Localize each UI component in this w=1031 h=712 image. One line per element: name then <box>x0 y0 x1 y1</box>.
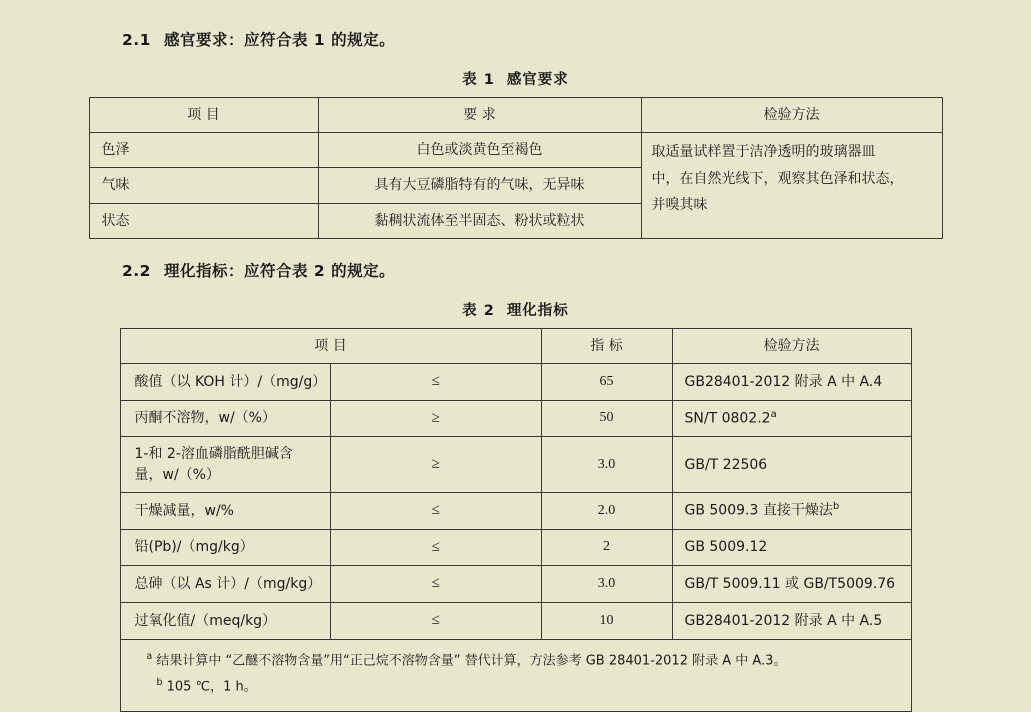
table-sensory-requirements <box>89 97 943 239</box>
table-1-caption-text: 感官要求 <box>506 71 569 88</box>
table-2-symbol-total-arsenic: ≤ <box>331 566 542 603</box>
table-2-caption <box>60 299 971 320</box>
section-heading-2-2 <box>122 261 971 283</box>
section-number: 2.1 <box>122 31 151 49</box>
table-2-name-acid-value: 酸值（以 KOH 计）/（mg/g） <box>120 363 331 400</box>
section-text: 理化指标：应符合表 2 的规定。 <box>164 261 396 280</box>
table-1-method-cell <box>641 132 942 238</box>
table-physicochemical-indicators <box>120 328 912 712</box>
table-2-name-lysophosphatidylcholine: 1-和 2-溶血磷脂酰胆碱含量，w/（%） <box>120 437 331 493</box>
table-1-item-odor: 气味 <box>89 168 318 203</box>
footnote-mark-b: b <box>156 677 163 689</box>
table-row <box>120 603 911 640</box>
table-1-item-color: 色泽 <box>89 132 318 167</box>
table-2-symbol-loss-on-drying: ≤ <box>331 492 542 529</box>
table-1-item-state: 状态 <box>89 203 318 238</box>
table-2-footnotes <box>120 639 911 711</box>
method-text: GB/T 22506 <box>684 456 768 473</box>
table-2-name-total-arsenic: 总砷（以 As 计）/（mg/kg） <box>120 566 331 603</box>
table-header-row <box>120 328 911 363</box>
table-2-value-total-arsenic: 3.0 <box>541 566 672 603</box>
table-1-requirement-color: 白色或淡黄色至褐色 <box>318 132 641 167</box>
table-2-header-index: 指 标 <box>541 328 672 363</box>
table-2-method-lead <box>672 529 911 566</box>
table-2-method-total-arsenic <box>672 566 911 603</box>
table-header-row <box>89 97 942 132</box>
table-1-caption-label: 表 1 <box>462 71 495 88</box>
table-1-header-method: 检验方法 <box>641 97 942 132</box>
footnote-mark-a: a <box>146 650 153 662</box>
table-row <box>89 132 942 167</box>
table-2-name-acetone-insoluble: 丙酮不溶物，w/（%） <box>120 400 331 437</box>
method-text: GB28401-2012 附录 A 中 A.5 <box>684 612 883 629</box>
table-2-method-lysophosphatidylcholine <box>672 437 911 493</box>
table-1-header-item: 项 目 <box>89 97 318 132</box>
footnote-a <box>147 648 901 674</box>
table-2-caption-text: 理化指标 <box>506 302 569 319</box>
table-2-value-peroxide-value: 10 <box>541 603 672 640</box>
method-line: 取适量试样置于洁净透明的玻璃器皿 <box>651 143 876 160</box>
table-2-method-peroxide-value <box>672 603 911 640</box>
table-2-value-loss-on-drying: 2.0 <box>541 492 672 529</box>
table-row <box>120 437 911 493</box>
table-2-symbol-lysophosphatidylcholine: ≥ <box>331 437 542 493</box>
table-2-value-lead: 2 <box>541 529 672 566</box>
method-text: GB 5009.12 <box>684 539 768 556</box>
footnote-a-text: 结果计算中 “乙醚不溶物含量”用“正己烷不溶物含量” 替代计算，方法参考 GB 28401-2012 附录 A 中 A.3。 <box>156 653 787 669</box>
table-1-caption <box>60 68 971 89</box>
table-row <box>120 492 911 529</box>
table-2-value-acid-value: 65 <box>541 363 672 400</box>
table-2-header-item: 项 目 <box>120 328 541 363</box>
footnote-marker-b: b <box>832 501 840 513</box>
table-2-name-loss-on-drying: 干燥减量，w/% <box>120 492 331 529</box>
table-2-symbol-acetone-insoluble: ≥ <box>331 400 542 437</box>
table-row <box>120 529 911 566</box>
table-1-requirement-odor: 具有大豆磷脂特有的气味，无异味 <box>318 168 641 203</box>
table-row <box>120 363 911 400</box>
table-2-header-method: 检验方法 <box>672 328 911 363</box>
section-heading-2-1 <box>122 30 971 52</box>
section-text: 感官要求：应符合表 1 的规定。 <box>164 31 396 49</box>
footnote-marker-a: a <box>770 409 777 420</box>
table-footnote-row <box>120 639 911 711</box>
table-2-value-acetone-insoluble: 50 <box>541 400 672 437</box>
method-text: GB28401-2012 附录 A 中 A.4 <box>684 373 883 390</box>
table-row <box>120 566 911 603</box>
table-2-symbol-peroxide-value: ≤ <box>331 603 542 640</box>
table-2-method-acid-value <box>672 363 911 400</box>
table-row <box>120 400 911 437</box>
method-line: 中，在自然光线下，观察其色泽和状态， <box>651 170 904 187</box>
table-2-symbol-acid-value: ≤ <box>331 363 542 400</box>
table-2-method-loss-on-drying <box>672 492 911 529</box>
table-2-symbol-lead: ≤ <box>331 529 542 566</box>
table-2-method-acetone-insoluble <box>672 400 911 437</box>
table-2-name-lead: 铅(Pb)/（mg/kg） <box>120 529 331 566</box>
footnote-b-text: 105 ℃，1 h。 <box>166 679 257 695</box>
table-2-value-lysophosphatidylcholine: 3.0 <box>541 437 672 493</box>
method-text: GB/T 5009.11 或 GB/T5009.76 <box>684 576 896 593</box>
table-1-header-requirement: 要 求 <box>318 97 641 132</box>
method-text: GB 5009.3 直接干燥法 <box>684 503 833 519</box>
table-1-requirement-state: 黏稠状流体至半固态、粉状或粒状 <box>318 203 641 238</box>
table-2-caption-label: 表 2 <box>462 302 495 319</box>
section-number: 2.2 <box>122 261 151 280</box>
table-2-name-peroxide-value: 过氧化值/（meq/kg） <box>120 603 331 640</box>
method-line: 并嗅其味 <box>651 197 708 214</box>
method-text: SN/T 0802.2 <box>684 410 771 427</box>
